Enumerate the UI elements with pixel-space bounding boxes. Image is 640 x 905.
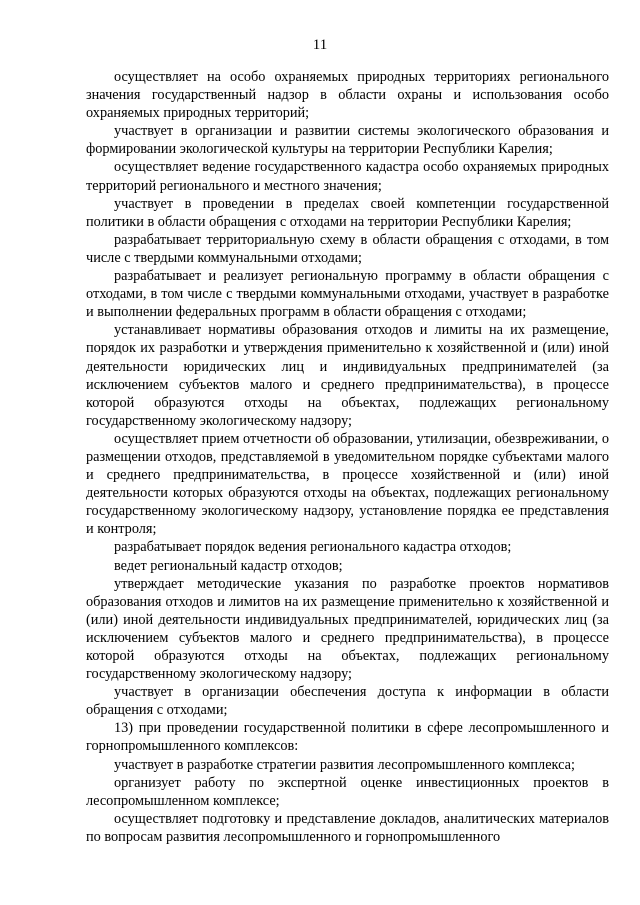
paragraph: 13) при проведении государственной политики в сфере лесопромышленного и горнопромышленного комплексов: (86, 720, 609, 755)
paragraph: ведет региональный кадастр отходов; (114, 557, 343, 574)
paragraph: утверждает методические указания по разработке проектов нормативов образования отходов и лимитов на их размещение применительно к хозяйственной и (или) иной деятельности индивидуальных предпринимателей, юридических лиц (за исключением субъектов малого и среднего предпринимательства), в процессе которой образуются отходы на объектах, подлежащих региональному государственному экологическому надзору; (86, 575, 609, 683)
paragraph: разрабатывает территориальную схему в области обращения с отходами, в том числе с твердыми коммунальными отходами; (86, 231, 609, 266)
paragraph: устанавливает нормативы образования отходов и лимиты на их размещение, порядок их разработки и утверждения применительно к хозяйственной и (или) иной деятельности юридических лиц и индивидуальных предпринимателей (за исключением субъектов малого и среднего предпринимательства), в процессе которой образуются отходы на объектах, подлежащих региональному государственному экологическому надзору; (86, 322, 609, 429)
paragraph: осуществляет подготовку и представление докладов, аналитических материалов по вопросам развития лесопромышленного и горнопромышленного (86, 810, 609, 845)
paragraph: участвует в организации обеспечения доступа к информации в области обращения с отходами; (86, 684, 609, 719)
paragraph: осуществляет ведение государственного кадастра особо охраняемых природных территорий регионального и местного значения; (86, 159, 609, 194)
paragraph: участвует в организации и развитии системы экологического образования и формировании экологической культуры на территории Республики Карелия; (86, 123, 609, 158)
paragraph: осуществляет прием отчетности об образовании, утилизации, обезвреживании, о размещении отходов, представляемой в уведомительном порядке субъектами малого и среднего предпринимательства, в процессе хозяйственной и (или) иной деятельности которых образуются отходы на объектах, подлежащих региональному государственному экологическому надзору, установление порядка ее представления и контроля; (86, 430, 609, 538)
paragraph: осуществляет на особо охраняемых природных территориях регионального значения государственный надзор в области охраны и использования особо охраняемых природных территорий; (86, 69, 609, 122)
paragraph: разрабатывает и реализует региональную программу в области обращения с отходами, в том числе с твердыми коммунальными отходами, участвует в разработке и выполнении федеральных программ в области обращения с отходами; (86, 268, 609, 321)
document-body (86, 68, 609, 846)
paragraph: участвует в разработке стратегии развития лесопромышленного комплекса; (114, 756, 575, 773)
paragraph: участвует в проведении в пределах своей компетенции государственной политики в области обращения с отходами на территории Республики Карелия; (86, 195, 609, 230)
page-number: 11 (312, 37, 328, 53)
paragraph: организует работу по экспертной оценке инвестиционных проектов в лесопромышленном комплексе; (86, 774, 609, 809)
paragraph: разрабатывает порядок ведения регионального кадастра отходов; (114, 539, 512, 556)
